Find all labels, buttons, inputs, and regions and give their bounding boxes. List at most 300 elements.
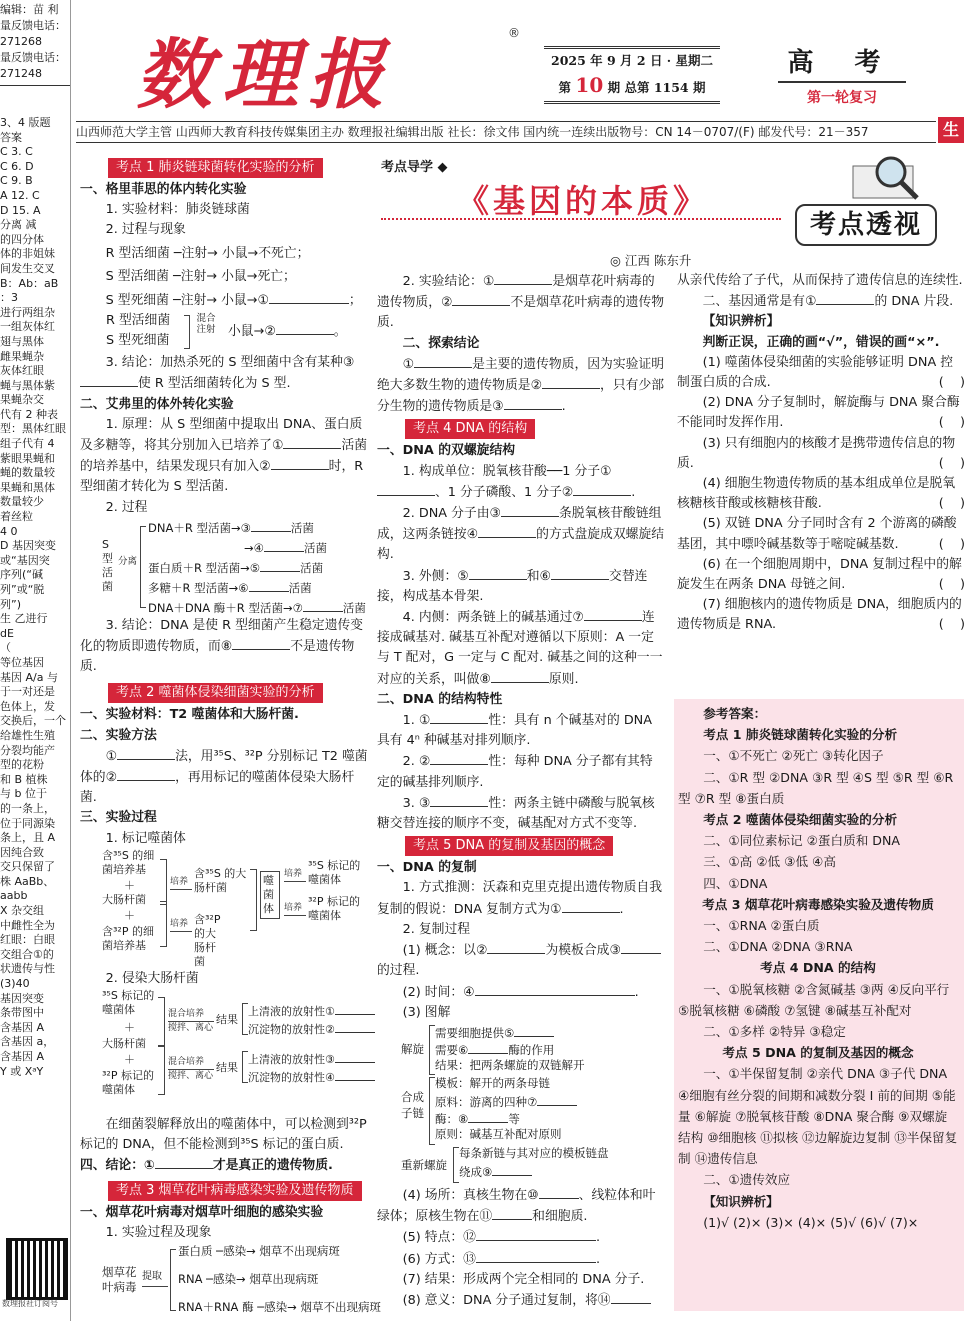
left-strip-text-line: 基因突变: [0, 991, 44, 1005]
edition-block: [778, 42, 906, 107]
left-strip-text-line: D 15. A: [0, 203, 41, 217]
brace: [140, 526, 146, 608]
text: 3. 结论：加热杀死的 S 型细菌中含有某种③: [105, 355, 355, 371]
answer-parens: ( ): [938, 536, 965, 552]
subheading: 二、实验方法: [80, 727, 157, 743]
publisher-info-bar: 山西师范大学主管 山西师大教育科技传媒集团主办 数理报社编辑出版 社长：徐文伟 国内统一连续出版物号：CN 14－0707/(F) 邮发代号：21－357: [76, 121, 936, 143]
registered-mark: ®: [508, 26, 520, 40]
text: 1. 方式推测：沃森和克里克提出遗传物质自我复制的假说：DNA 复制方式为①: [377, 880, 663, 917]
quiz-question: [677, 595, 965, 635]
text: (8) 意义：DNA 分子通过复制，将⑭: [402, 1292, 611, 1308]
answer-heading: 考点 5 DNA 的复制及基因的概念: [722, 1045, 914, 1061]
diagram-infection: [80, 989, 370, 1115]
text: 交替连接，构成基本骨架.: [377, 568, 648, 604]
left-strip-body: [0, 116, 70, 1079]
left-strip-text-line: 条带图中: [0, 1006, 44, 1020]
left-strip-text-line: 分离 减: [0, 218, 37, 232]
diagram-label: 大肠杆菌: [102, 1037, 146, 1051]
text: 不是遗传物质.: [80, 639, 355, 675]
true-false-questions: [677, 353, 965, 636]
answer-parens: ( ): [938, 496, 965, 512]
text-paragraph: [377, 751, 665, 792]
blank: [335, 1067, 375, 1081]
blank: [816, 291, 874, 305]
diagram-row: [148, 598, 366, 618]
text: 2. ②: [402, 754, 431, 770]
left-strip-text-line: 和 B 植株: [0, 772, 48, 786]
answer-heading: 考点 3 烟草花叶病毒感染实验及遗传物质: [702, 896, 934, 912]
diagram-label: 结果: [216, 1013, 238, 1027]
blank: [487, 940, 545, 954]
text: 酶的作用: [508, 1042, 555, 1057]
text: 才是真正的遗传物质.: [212, 1158, 333, 1174]
left-strip-text-line: 着丝粒: [0, 510, 33, 524]
text: 二、基因通常是有①: [702, 294, 817, 310]
answer-heading: 考点 2 噬菌体侵染细菌实验的分析: [703, 812, 898, 828]
text-line: 1. 标记噬菌体: [105, 830, 186, 846]
left-strip-text-line: 序列(“碱: [0, 568, 43, 582]
brace: [160, 901, 167, 947]
blank: [264, 538, 304, 552]
text-line: [228, 321, 347, 342]
diagram-label: [248, 1067, 375, 1085]
left-strip-text-line: 间发生交叉: [0, 261, 55, 275]
diagram-row: [148, 558, 366, 578]
question-text: (5) 双链 DNA 分子同时含有 2 个游离的磷酸基团，其中嘌呤碱基数等于嘧啶碱基数.: [677, 516, 957, 552]
left-strip-text-line: 的四分体: [0, 232, 44, 246]
left-strip-text-line: 红眼：白眼: [0, 933, 55, 947]
text: 蛋白质＋R 型活菌→⑤: [148, 560, 261, 575]
text-paragraph: [377, 354, 665, 418]
blank: [335, 1019, 375, 1033]
left-strip-text-line: 型的花粉: [0, 758, 44, 772]
left-strip-text-line: 3、4 版题: [0, 116, 51, 129]
column-1: [80, 156, 381, 1323]
left-strip-text-line: 基因 A/a 与: [0, 670, 58, 684]
blank: [430, 710, 488, 724]
diagram-label: [248, 1019, 375, 1037]
left-strip-text-line: 列”): [0, 597, 21, 611]
arrow-label: 提取: [142, 1269, 168, 1287]
text: DNA＋R 型活菌→③: [148, 520, 251, 535]
text: 不是烟草花叶病毒的遗传物质.: [377, 295, 665, 331]
arrow-label: 混合培养: [168, 1055, 214, 1070]
answer-heading: 考点 4 DNA 的结构: [760, 960, 876, 976]
arrow-label: 培养: [284, 867, 306, 882]
left-strip-text-line: 等位基因: [0, 655, 44, 669]
text: 活菌的培养基中，结果发现只有加入②: [80, 438, 368, 475]
question-text: (6) 在一个细胞周期中，DNA 复制过程中的解旋发生在两条 DNA 母链之间.: [677, 556, 962, 593]
edition-title: 高 考: [778, 42, 906, 83]
blank: [539, 1185, 579, 1199]
text: 沉淀物的放射性④: [248, 1071, 335, 1085]
left-strip-text-line: 位于同源染: [0, 816, 55, 830]
blank: [269, 290, 349, 304]
question-text: (4) 细胞生物遗传物质的基本组成单位是脱氧核糖核苷酸或核糖核苷酸.: [677, 476, 956, 512]
diagram-row: 原则：碱基互补配对原则: [435, 1126, 562, 1141]
plus-sign: ＋: [124, 1021, 135, 1035]
blank: [117, 767, 175, 781]
blank: [414, 354, 472, 368]
text: R 型活细菌: [106, 313, 171, 329]
plus-sign: ＋: [124, 1053, 135, 1067]
left-strip-line: 编辑：苗 利: [0, 3, 59, 16]
text-paragraph: [80, 415, 370, 498]
text: 小鼠→②: [228, 324, 276, 340]
text: .: [631, 484, 636, 500]
left-strip-text-line: 于一对还是: [0, 685, 55, 699]
blank: [514, 1023, 554, 1037]
subheading: 二、探索结论: [402, 335, 480, 351]
left-strip: [0, 0, 71, 1321]
subheading: 二、艾弗里的体外转化实验: [80, 396, 234, 412]
text: 多糖＋R 型活菌→⑥: [148, 580, 249, 595]
text: →④: [244, 540, 264, 555]
text: (6) 方式：⑬: [402, 1251, 476, 1267]
left-strip-text-line: (3)40: [0, 977, 30, 991]
left-strip-text-line: Y 或 XᵃY: [0, 1064, 44, 1078]
blank: [276, 321, 334, 335]
text: 活菌: [303, 540, 327, 555]
answer-key: [674, 699, 964, 1233]
diagram-label: [248, 1049, 375, 1067]
diagram-label: ³⁵S 标记的噬菌体: [102, 989, 155, 1017]
text: DNA＋DNA 酶＋R 型活菌→⑦: [148, 600, 303, 615]
text-paragraph: [80, 746, 370, 809]
text: 是主要的遗传物质，因为实验证明绝大多数生物的遗传物质是②: [377, 356, 665, 394]
left-strip-text-line: ：3: [0, 291, 18, 305]
diagram-label: 大肠杆菌: [102, 892, 146, 906]
left-strip-text-line: 果蝇杂交: [0, 393, 44, 407]
edition-subtitle: 第一轮复习: [807, 90, 877, 106]
blank: [573, 482, 631, 496]
text: .: [595, 1251, 601, 1267]
text: 的方式盘旋成双螺旋结构.: [377, 527, 665, 563]
blank: [335, 1049, 375, 1063]
left-strip-text-line: 的一条上，: [0, 801, 55, 815]
left-strip-text-line: 中雌性全为: [0, 918, 55, 932]
text: 时，R 型细菌才转化为 S 型活菌.: [80, 459, 364, 495]
text: 原则.: [548, 671, 579, 687]
left-strip-text-line: 状遗传与性: [0, 962, 55, 976]
text-paragraph: [377, 503, 665, 566]
arrow-label: 混合培养: [168, 1007, 214, 1022]
issue-prefix: 第: [558, 80, 572, 95]
answer-line: 三、①高 ②低 ③低 ④高: [703, 854, 836, 870]
topic-heading-5: 考点 5 DNA 的复制及基因的概念: [405, 836, 613, 856]
left-strip-text-line: 组子代有 4: [0, 437, 55, 451]
diagram-label: 分离: [118, 555, 138, 567]
brace: [158, 1045, 165, 1095]
blank: [501, 503, 559, 517]
qr-code: [6, 1238, 68, 1300]
text: 3. ③: [402, 795, 431, 811]
left-strip-text-line: 雌果蝇杂: [0, 349, 44, 363]
question-text: (1) 噬菌体侵染细菌的实验能够证明 DNA 控制蛋白质的合成.: [677, 354, 954, 391]
text: 和⑥: [526, 568, 552, 584]
blank: [537, 1092, 577, 1106]
left-strip-text-line: 或“基因突: [0, 553, 50, 567]
subheading: 一、格里菲思的体内转化实验: [80, 182, 247, 197]
brace: [250, 869, 257, 931]
text: ；: [348, 293, 362, 309]
text-line: [80, 290, 370, 311]
subheading-line: [80, 1155, 370, 1176]
left-strip-text-line: 交组合①的: [0, 947, 54, 961]
section-tag: 考点透视: [795, 204, 937, 246]
text-paragraph: [377, 566, 665, 607]
text: (5) 特点：⑫: [402, 1230, 476, 1246]
answer-line: 一、①脱氧核糖 ②含氮碱基 ③两 ④反向平行 ⑤脱氧核糖 ⑥磷酸 ⑦氢键 ⑧碱基互补配对: [678, 981, 950, 1018]
answer-line: 二、①R 型 ②DNA ③R 型 ④S 型 ⑤R 型 ⑥R 型 ⑦R 型 ⑧蛋白质: [678, 769, 954, 806]
left-strip-text-line: 型：黑体红眼: [0, 422, 66, 436]
text: ，只有少部分生物的遗传物质是③: [377, 378, 665, 415]
topic-heading-2: 考点 2 噬菌体侵染细菌实验的分析: [108, 683, 323, 703]
left-strip-text-line: 交换后，一个: [0, 714, 66, 728]
arrow-label: 培养: [284, 901, 306, 916]
blank: [621, 940, 661, 954]
blank: [491, 669, 549, 683]
text-paragraph: 在细菌裂解释放出的噬菌体中，可以检测到³²P 标记的 DNA，但不能检测到³⁵S 标记的蛋白质.: [80, 1117, 367, 1153]
text: ①: [402, 356, 415, 372]
text: 酶：⑧: [435, 1111, 469, 1126]
left-strip-text-line: 含基因 A: [0, 1050, 45, 1063]
diagram-row: RNA＋RNA 酶 ─感染→ 烟草不出现病斑: [178, 1300, 381, 1315]
diagram-rows: [148, 518, 366, 618]
diagram-label: ³²P 标记的噬菌体: [102, 1069, 154, 1097]
text-paragraph: [377, 793, 665, 834]
quiz-question: [677, 353, 965, 393]
blank: [155, 1155, 213, 1169]
article-title-block: [377, 152, 939, 250]
answer-parens: ( ): [938, 455, 965, 471]
text: .: [595, 1230, 601, 1246]
text: (4) 场所：真核生物在⑩: [402, 1187, 539, 1203]
left-strip-text-line: 翅与黑体: [0, 334, 44, 348]
text: 2. DNA 分子由③: [402, 506, 501, 522]
blank: [542, 375, 600, 389]
subheading: 一、DNA 的双螺旋结构: [377, 443, 516, 459]
text: 性：每种 DNA 分子都有其特定的碱基排列顺序.: [377, 754, 653, 790]
diagram-row: [148, 578, 366, 598]
left-strip-text-line: X 杂交组: [0, 904, 45, 918]
diagram-label: 结果: [216, 1061, 238, 1075]
text-line: 2. 过程与现象: [105, 222, 186, 238]
text: .: [561, 399, 566, 415]
blank: [260, 558, 300, 572]
blank: [492, 1162, 532, 1176]
text: 活菌: [288, 580, 312, 595]
diagram-label: S型活菌: [102, 537, 113, 593]
text: 活菌: [342, 600, 366, 615]
left-strip-text-line: 数量较少: [0, 495, 44, 509]
answer-title: 参考答案：: [703, 706, 767, 721]
subject-badge: 生: [938, 117, 964, 143]
answer-line: (1)√ (2)× (3)× (4)× (5)√ (6)√ (7)×: [703, 1214, 919, 1230]
answer-heading: 考点 1 肺炎链球菌转化实验的分析: [703, 727, 898, 743]
arrow-label: 搅拌、离心: [168, 1071, 214, 1082]
question-text: (3) 只有细胞内的核酸才是携带遗传信息的物质.: [677, 435, 956, 471]
left-strip-text-line: 因纯合致: [0, 845, 44, 859]
diagram-label: 重新螺旋: [401, 1157, 447, 1172]
answer-line: 二、①多样 ②特异 ③稳定: [703, 1024, 846, 1040]
text: 2. 实验结论：①: [402, 274, 495, 289]
issue-number-line: [544, 73, 720, 100]
left-strip-text-line: 蝇与黑体紫: [0, 378, 55, 392]
blank: [562, 899, 620, 913]
left-strip-text-line: 含基因 a，: [0, 1035, 55, 1049]
text: 需要细胞提供⑤: [435, 1025, 515, 1040]
diagram-label: 合成子链: [401, 1089, 424, 1120]
diagram-label: 含³²P 的细菌培养基: [102, 924, 154, 952]
arrow-label: 搅拌、离心: [168, 1023, 214, 1034]
text: 4. 内侧：两条链上的碱基通过⑦: [402, 610, 584, 626]
left-strip-text-line: 交只保留了: [0, 860, 55, 874]
article-author: ◎ 江西 陈东升: [610, 253, 692, 268]
text-line: R 型活细菌 ─注射→ 小鼠→不死亡；: [105, 245, 310, 261]
text: S 型死细菌 ─注射→ 小鼠→①: [105, 293, 269, 309]
quiz-question: [677, 474, 965, 514]
blank: [335, 1001, 375, 1015]
left-strip-text-line: aabb: [0, 889, 28, 903]
blank: [249, 578, 289, 592]
diagram-row: [148, 538, 366, 558]
text: 、线粒体和叶绿体；原核生物在⑪: [377, 1187, 656, 1225]
text-line: S 型活细菌 ─注射→ 小鼠→死亡；: [105, 268, 296, 284]
text: 活菌: [300, 560, 324, 575]
answer-parens: ( ): [938, 375, 965, 391]
column-2: [377, 271, 665, 1311]
text: (2) 时间：④: [402, 984, 475, 1000]
blank: [430, 751, 488, 765]
answer-parens: ( ): [938, 415, 965, 431]
blank: [80, 373, 138, 387]
blank: [584, 607, 642, 621]
text: 连接成碱基对. 碱基互补配对遵循以下原则：A 一定与 T 配对，G 一定与 C 配对. 碱基之间的这种一一对应的关系，叫做⑧: [377, 610, 663, 687]
blank: [551, 566, 609, 580]
text-paragraph: [377, 607, 665, 690]
topic-heading-3: 考点 3 烟草花叶病毒感染实验及遗传物质: [108, 1181, 362, 1201]
left-strip-text-line: 4 0: [0, 524, 18, 538]
left-strip-line: 271248: [0, 67, 42, 80]
text-line: 2. 过程: [105, 499, 148, 515]
text: 性：两条主链中磷酸与脱氧核糖交替连接的顺序不变，碱基配对方式不变等.: [377, 795, 655, 832]
blank: [452, 292, 510, 306]
text-line: (7) 结果：形成两个完全相同的 DNA 分子.: [402, 1271, 645, 1287]
blank: [611, 1290, 651, 1304]
quiz-question: [677, 514, 965, 554]
blank: [475, 982, 635, 996]
left-strip-text-line: C 3. C: [0, 145, 33, 159]
text: ，再用标记的噬菌体侵染大肠杆菌.: [80, 770, 355, 806]
magnifier-icon: [847, 152, 927, 208]
answer-parens: ( ): [938, 617, 965, 633]
answer-line: 二、①DNA ②DNA ③RNA: [703, 939, 853, 955]
date-box: [544, 46, 720, 104]
text-line: 2. 侵染大肠杆菌: [105, 970, 199, 986]
left-strip-text-line: 列”或“脱: [0, 583, 45, 596]
blank: [251, 518, 291, 532]
blank: [476, 1249, 596, 1263]
text: 1. ①: [402, 713, 431, 729]
text-line: (3) 图解: [402, 1004, 451, 1020]
text-paragraph: [377, 878, 665, 919]
subheading: 【知识辨析】: [702, 314, 780, 330]
text: 和细胞质.: [532, 1209, 588, 1225]
brace: [160, 859, 167, 905]
diagram-row: 蛋白质 ─感染→ 烟草不出现病斑: [178, 1244, 340, 1259]
text-line: 2. 复制过程: [402, 921, 471, 937]
diagram-label: 含³²P 的大肠杆菌: [194, 912, 221, 968]
left-strip-text-line: 进行两组杂: [0, 305, 55, 319]
text-line: 1. 实验过程及现象: [105, 1224, 212, 1240]
text-paragraph: [80, 616, 370, 678]
text: 。: [333, 324, 347, 340]
blank: [232, 636, 290, 650]
title-dotted-rule: [381, 218, 781, 220]
quiz-question: [677, 434, 965, 474]
left-strip-text-line: 果蝇和黑体: [0, 480, 55, 494]
left-strip-text-line: 色体上，发: [0, 699, 55, 713]
left-strip-text-line: D 基因突变: [0, 539, 56, 553]
brace: [184, 315, 190, 349]
diagram-label-phage: [80, 849, 370, 969]
left-strip-text-line: 生 乙进行: [0, 612, 48, 626]
answer-line: 二、①遗传效应: [703, 1172, 791, 1188]
text: 沉淀物的放射性②: [248, 1023, 335, 1037]
text-paragraph: [377, 271, 665, 334]
diagram-label: 解旋: [401, 1041, 424, 1056]
text: 条脱氧核苷酸链组成，这两条链按④: [377, 506, 662, 543]
text: 活菌: [290, 520, 314, 535]
left-strip-text-line: 一组灰体红: [0, 320, 55, 334]
arrow-label: 培养: [170, 917, 192, 932]
answer-line: 一、①不死亡 ②死亡 ③转化因子: [703, 748, 884, 764]
answer-line: 二、①同位素标记 ②蛋白质和 DNA: [703, 833, 901, 849]
text: (1) 概念：以②: [402, 943, 488, 959]
text: S 型死细菌: [106, 333, 170, 349]
answer-key-panel: [674, 699, 964, 1311]
left-strip-text-line: 体的非姐妹: [0, 247, 55, 261]
newspaper-logo: 数理报: [136, 30, 394, 119]
diagram-row: 模板：解开的两条母链: [435, 1075, 550, 1090]
text-paragraph: [377, 462, 665, 503]
topic-heading-1: 考点 1 肺炎链球菌转化实验的分析: [108, 158, 323, 178]
text: 四、结论：①: [80, 1158, 155, 1174]
subheading: 一、DNA 的复制: [377, 860, 477, 876]
left-strip-text-line: 代有 2 种表: [0, 407, 58, 421]
text-paragraph: [377, 1185, 665, 1227]
text: 是烟草花叶病毒的遗传物质，②: [377, 274, 655, 311]
left-strip-text-line: B：Ab：aB: [0, 276, 59, 290]
answer-line: 四、①DNA: [703, 875, 768, 891]
blank: [494, 271, 552, 285]
left-strip-text-line: 灰体红眼: [0, 364, 44, 378]
blank: [303, 598, 343, 612]
question-text: (7) 细胞核内的遗传物质是 DNA，细胞质内的遗传物质是 RNA.: [677, 597, 962, 633]
diagram-avery: [102, 518, 370, 616]
left-strip-text-line: C 9. B: [0, 174, 33, 188]
masthead: [76, 6, 976, 118]
blank: [117, 746, 175, 760]
blank: [468, 1040, 508, 1054]
blank: [377, 482, 435, 496]
blank: [283, 435, 341, 449]
text-paragraph: [377, 710, 665, 751]
diagram-label: 含³⁵S 的细菌培养基: [102, 848, 155, 876]
issue-suffix: 期 总第 1154 期: [607, 80, 706, 95]
left-strip-header: [0, 0, 70, 86]
